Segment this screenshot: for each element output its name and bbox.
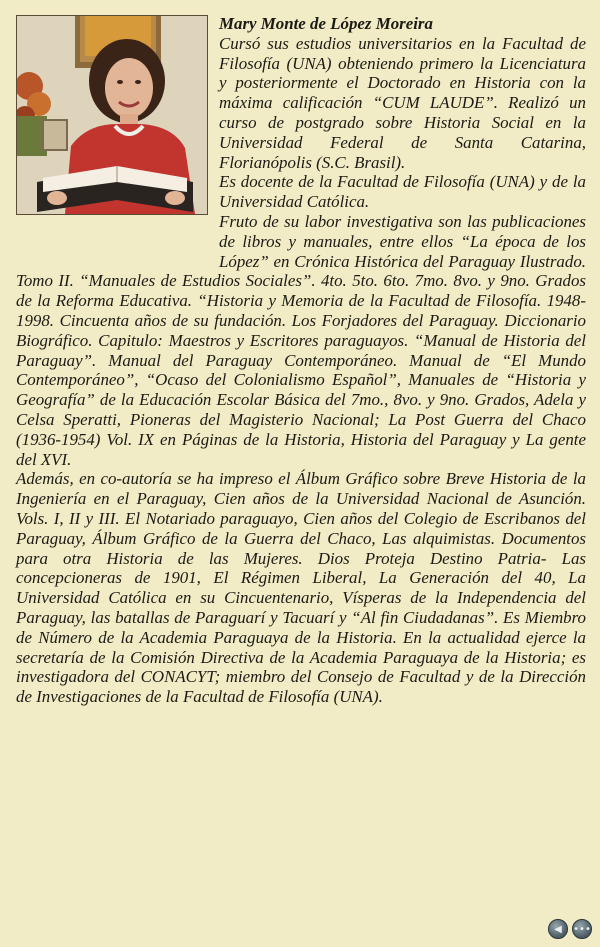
biography-text [16, 14, 586, 707]
page-navigation [548, 919, 592, 939]
bio-paragraph-teaching: Es docente de la Facultad de Filosofía (UNA) y de la Universidad Católica. [219, 172, 586, 212]
bio-paragraph-publications: Fruto de su labor investigativa son las publicaciones de libros y manuales, entre ellos “La época de los López” en Crónica Histórica del Paraguay Ilustrado. Tomo II. “Manuales de Estudios Sociales”. 4to. 5to. 6to. 7mo. 8vo. y 9no. Grados de la Reforma Educativa. “Historia y Memoria de la Facultad de Filosofía. 1948-1998. Cincuenta años de su fundación. Los Forjadores del Paraguay. Diccionario Biográfico. Capitulo: Maestros y Escritores paraguayos. “Manual de Historia del Paraguay”. Manual del Paraguay Contemporáneo. Manual de “El Mundo Contemporáneo”, “Ocaso del Colonialismo Español”, Manuales de “Historia y Geografía” de la Educación Escolar Básica del 7mo., 8vo. y 9no. Grados, Adela y Celsa Speratti, Pioneras del Magisterio Nacional; La Post Guerra del Chaco (1936-1954) Vol. IX en Páginas de la Historia, Historia del Paraguay y La gente del XVI. [16, 211, 586, 469]
author-name: Mary Monte de López Moreira [219, 14, 433, 33]
bio-paragraph-studies: Cursó sus estudios universitarios en la Facultad de Filosofía (UNA) obteniendo primero la Licenciatura y posteriormente el Doctorado en Historia con la máxima calificación “CUM LAUDE”. Realizó un curso de postgrado sobre Historia Social en la Universidad Federal de Santa Catarina, Florianópolis (S.C. Brasil). [219, 33, 586, 172]
more-dots-icon[interactable]: ••• [572, 919, 592, 939]
bio-paragraph-coauthorship: Además, en co-autoría se ha impreso el Álbum Gráfico sobre Breve Historia de la Ingeniería en el Paraguay, Cien años de la Universidad Nacional de Asunción. Vols. I, II y III. El Notariado paraguayo, Cien años del Colegio de Escribanos del Paraguay, Álbum Gráfico de la Guerra del Chaco, Las alquimistas. Documentos para otra Historia de las Mujeres. Dios Proteja Destino Patria- Las concepcioneras de 1901, El Régimen Liberal, La Generación del 40, La Universidad Católica en su Cincuentenario, Vísperas de la Independencia del Paraguay, las batallas de Paraguarí y Tacuarí y “Al fin Ciudadanas”. Es Miembro de Número de la Academia Paraguaya de la Historia. En la actualidad ejerce la secretaría de la Comisión Directiva de la Academia Paraguaya de la Historia; es investigadora del CONACYT; miembro del Consejo de Facultad y de la Dirección de Investigaciones de la Facultad de Filosofía (UNA). [16, 469, 586, 707]
prev-arrow-icon[interactable]: ◀ [548, 919, 568, 939]
